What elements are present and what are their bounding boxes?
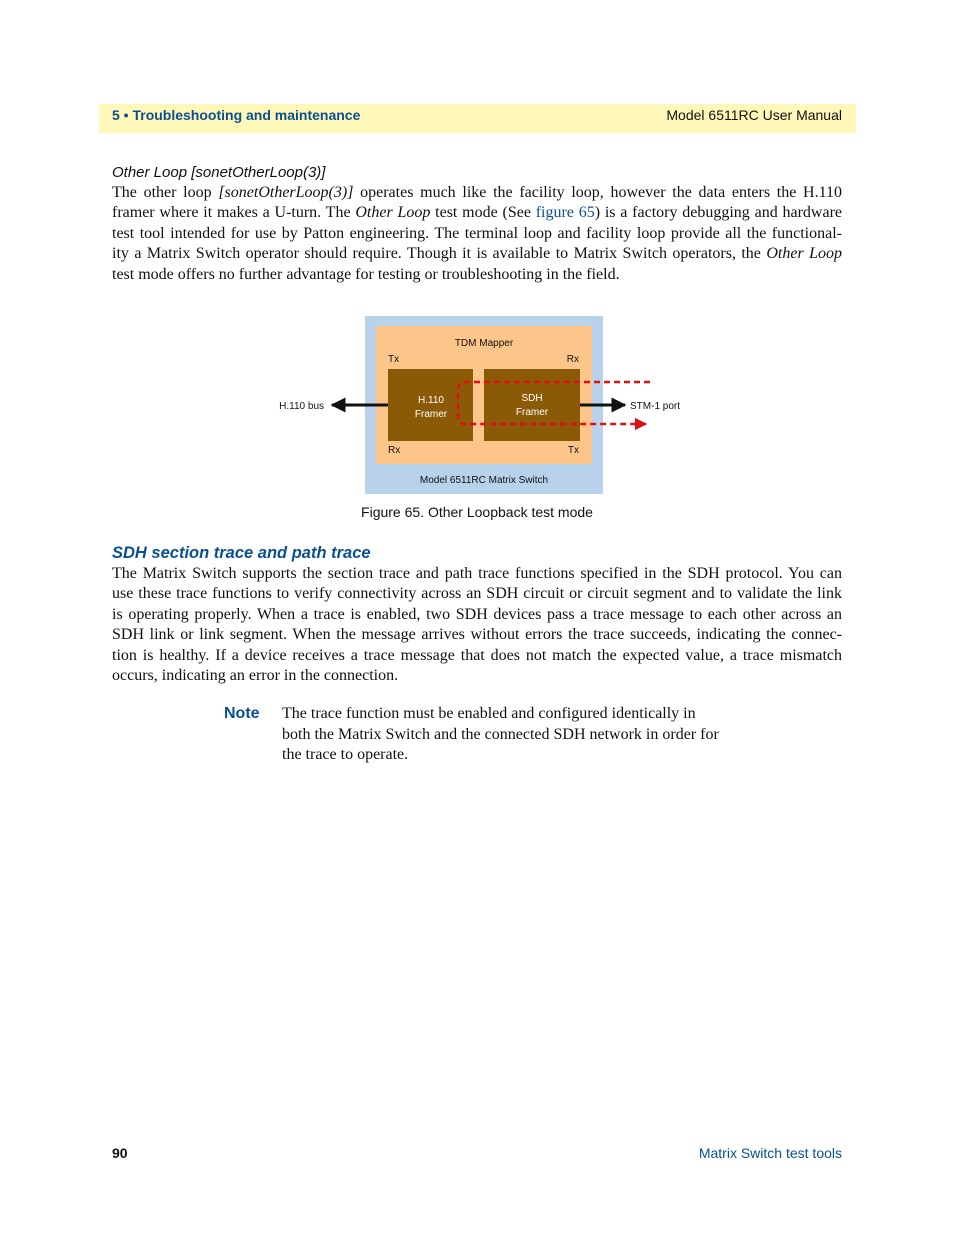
text-run-italic: Other Loop [766,245,842,263]
text-run-italic: Other Loop [355,204,431,222]
note-line: both the Matrix Switch and the connected SDH network in order for [282,725,719,743]
paragraph-line: occurs, indicating an error in the connection. [112,666,399,684]
paragraph-line [112,203,842,223]
stm1-port-label: STM-1 port [630,401,681,412]
h110-framer-label: H.110 [418,395,444,406]
matrix-switch-label: Model 6511RC Matrix Switch [419,475,549,486]
note-label: Note [224,705,260,722]
footer-page-number: 90 [112,1145,128,1161]
paragraph-line: tion is healthy. If a device receives a trace message that does not match the expected value, a trace mismatch [112,646,842,664]
header-manual-title: Model 6511RC User Manual [666,107,842,123]
tx-top-label: Tx [388,354,400,365]
paragraph-line: test mode offers no further advantage for testing or troubleshooting in the field. [112,265,620,283]
text-run: framer where it makes a U-turn. The [112,204,356,222]
figure-caption: Figure 65. Other Loopback test mode [361,504,593,520]
sdh-framer-label: SDH [521,393,543,404]
figure-65-link[interactable]: figure 65 [535,204,595,222]
h110-framer-label: Framer [414,409,448,420]
subhead-other-loop: Other Loop [sonetOtherLoop(3)] [112,164,326,181]
rx-bottom-label: Rx [388,445,401,456]
paragraph-other-loop [112,183,842,285]
tx-bottom-label: Tx [567,445,579,456]
other-loopback-diagram [270,310,690,500]
h110-bus-label: H.110 bus [279,401,324,412]
footer-section-name: Matrix Switch test tools [698,1145,842,1161]
tdm-mapper-label: TDM Mapper [454,338,514,349]
text-run: ity a Matrix Switch operator should require. Though it is available to Matrix Switch operators, the [112,245,767,263]
note-line: The trace function must be enabled and configured identically in [282,705,696,722]
paragraph-line: test tool intended for use by Patton engineering. The terminal loop and facility loop provide all the functional- [112,224,842,242]
paragraph-line: SDH link or link segment. When the message arrives without errors the trace succeeds, indicating the connec- [112,626,842,644]
rx-top-label: Rx [566,354,579,365]
text-run: test mode (See [430,204,536,222]
header-chapter-title: 5 • Troubleshooting and maintenance [112,107,361,123]
text-run: operates much like the facility loop, however the data enters the H.110 [353,184,842,201]
paragraph-line: The Matrix Switch supports the section trace and path trace functions specified in the SDH protocol. You can [112,565,842,582]
note-text [282,704,742,766]
text-run: ) is a factory debugging and hardware [594,204,842,222]
text-run-italic: [sonetOtherLoop(3)] [218,184,354,201]
sdh-framer-label: Framer [515,407,549,418]
paragraph-line: is operating properly. When a trace is enabled, two SDH devices pass a trace message to each other across an [112,605,842,623]
paragraph-trace [112,564,842,686]
note-line: the trace to operate. [282,746,409,764]
text-run: The other loop [112,184,219,201]
section-heading: SDH section trace and path trace [112,544,371,562]
paragraph-line [112,183,842,203]
sdh-framer-box [484,369,580,441]
paragraph-line [112,244,842,264]
paragraph-line: use these trace functions to verify connectivity across an SDH circuit or circuit segment and to validate the link [112,585,842,603]
